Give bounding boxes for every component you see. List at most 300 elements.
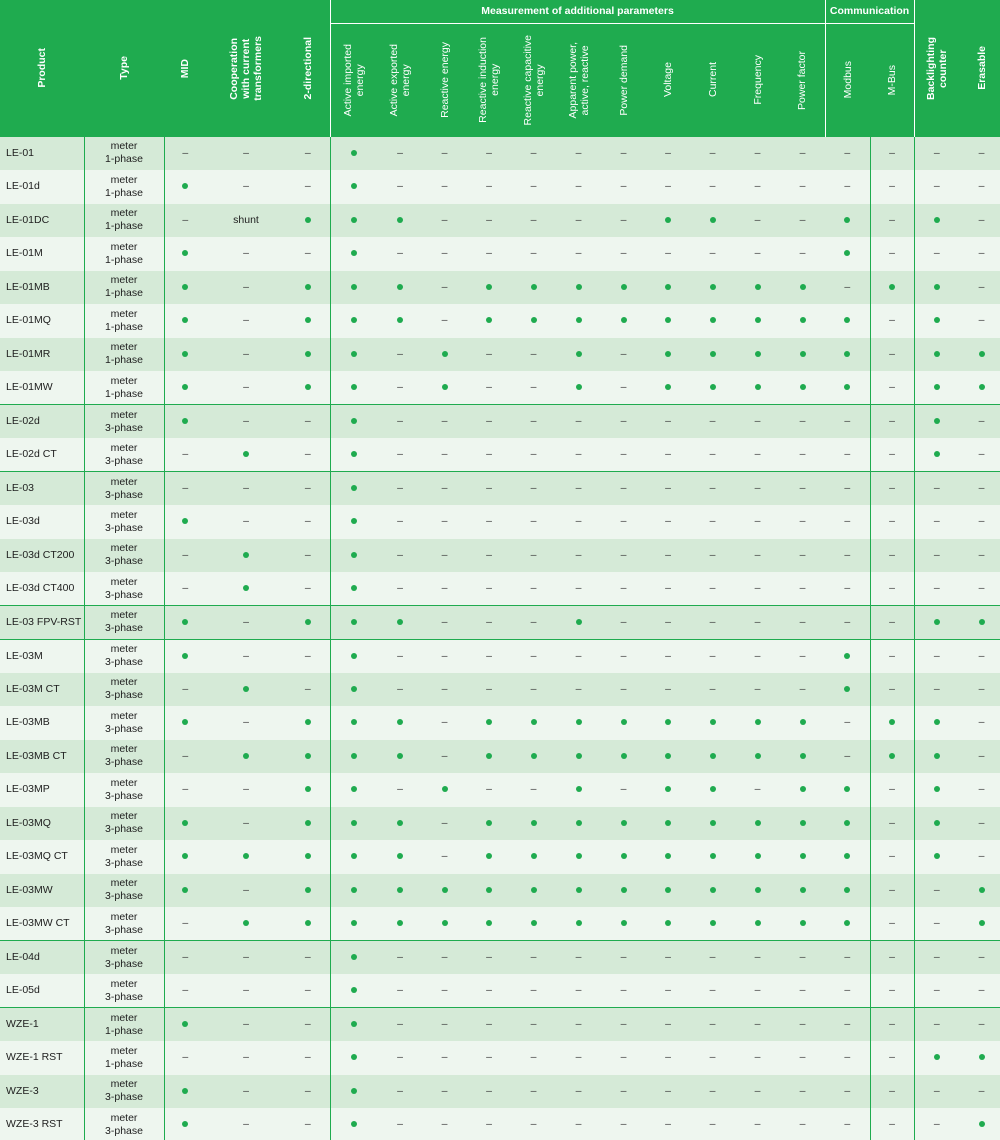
feature-no-cell <box>556 237 601 271</box>
feature-yes-cell <box>556 304 601 338</box>
feature-no-cell <box>511 539 556 573</box>
product-name: LE-01MR <box>0 338 84 372</box>
dash-icon: – <box>889 682 895 695</box>
feature-no-cell <box>206 170 286 204</box>
feature-no-cell <box>735 539 780 573</box>
feature-yes-cell <box>690 740 735 774</box>
feature-no-cell <box>870 572 914 606</box>
dash-icon: – <box>754 213 761 226</box>
feature-no-cell <box>690 1041 735 1075</box>
dash-icon: – <box>889 548 895 561</box>
dash-icon: – <box>889 448 895 460</box>
feature-yes-cell <box>959 1108 1000 1140</box>
table-row <box>0 1075 1000 1109</box>
feature-no-cell <box>286 472 330 506</box>
feature-no-cell <box>780 438 825 472</box>
feature-no-cell <box>467 371 511 405</box>
dash-icon: – <box>304 582 311 594</box>
bullet-icon <box>755 820 761 826</box>
feature-yes-cell <box>330 505 378 539</box>
dash-icon: – <box>243 482 249 494</box>
feature-no-cell <box>422 505 467 539</box>
bullet-icon <box>351 753 357 759</box>
feature-no-cell <box>735 505 780 539</box>
bullet-icon <box>442 384 448 390</box>
feature-no-cell <box>206 1041 286 1075</box>
dash-icon: – <box>575 482 582 494</box>
feature-no-cell <box>959 304 1000 338</box>
feature-no-cell <box>511 773 556 807</box>
dash-icon: – <box>397 482 403 494</box>
dash-icon: – <box>665 180 671 193</box>
feature-yes-cell <box>330 271 378 305</box>
feature-yes-cell <box>780 840 825 874</box>
feature-yes-cell <box>286 204 330 238</box>
feature-yes-cell <box>511 706 556 740</box>
feature-no-cell <box>646 539 690 573</box>
dash-icon: – <box>799 1051 806 1064</box>
feature-yes-cell <box>206 673 286 707</box>
feature-yes-cell <box>206 840 286 874</box>
feature-yes-cell <box>206 572 286 606</box>
feature-yes-cell <box>164 371 206 405</box>
bullet-icon <box>800 820 806 826</box>
dash-icon: – <box>799 213 806 226</box>
dash-icon: – <box>397 515 403 528</box>
feature-yes-cell <box>164 304 206 338</box>
dash-icon: – <box>397 984 403 996</box>
feature-no-cell <box>556 1008 601 1042</box>
dash-icon: – <box>486 213 492 226</box>
feature-no-cell <box>825 1041 870 1075</box>
product-name: LE-03MB <box>0 706 84 740</box>
dash-icon: – <box>182 682 189 695</box>
dash-icon: – <box>486 984 492 996</box>
bullet-icon <box>934 1054 940 1060</box>
bullet-icon <box>665 786 671 792</box>
bullet-icon <box>844 686 850 692</box>
feature-no-cell <box>690 572 735 606</box>
feature-no-cell <box>511 237 556 271</box>
bullet-icon <box>351 853 357 859</box>
bullet-icon <box>844 920 850 926</box>
dash-icon: – <box>799 615 806 628</box>
table-header <box>0 0 1000 137</box>
feature-no-cell <box>646 1108 690 1140</box>
feature-no-cell <box>556 505 601 539</box>
feature-no-cell <box>780 673 825 707</box>
dash-icon: – <box>978 180 985 193</box>
bullet-icon <box>576 719 582 725</box>
bullet-icon <box>934 853 940 859</box>
product-type: meter 3-phase <box>84 706 164 740</box>
feature-no-cell <box>556 941 601 975</box>
feature-yes-cell <box>378 204 422 238</box>
bullet-icon <box>665 384 671 390</box>
product-type: meter 3-phase <box>84 773 164 807</box>
dash-icon: – <box>978 280 985 293</box>
dash-icon: – <box>844 951 851 963</box>
bullet-icon <box>844 887 850 893</box>
bullet-icon <box>934 351 940 357</box>
dash-icon: – <box>441 515 448 528</box>
feature-no-cell <box>378 1075 422 1109</box>
feature-no-cell <box>825 1108 870 1140</box>
feature-yes-cell <box>467 740 511 774</box>
table-row <box>0 773 1000 807</box>
dash-icon: – <box>978 649 985 662</box>
bullet-icon <box>243 920 249 926</box>
feature-no-cell <box>164 1041 206 1075</box>
feature-no-cell <box>601 539 646 573</box>
dash-icon: – <box>844 716 851 729</box>
feature-yes-cell <box>330 572 378 606</box>
bullet-icon <box>486 820 492 826</box>
bullet-icon <box>351 552 357 558</box>
dash-icon: – <box>665 548 671 561</box>
feature-no-cell <box>206 1075 286 1109</box>
feature-no-cell <box>959 1008 1000 1042</box>
dash-icon: – <box>933 582 940 594</box>
bullet-icon <box>351 451 357 457</box>
feature-no-cell <box>780 170 825 204</box>
feature-yes-cell <box>556 907 601 941</box>
dash-icon: – <box>889 515 895 528</box>
feature-no-cell <box>780 941 825 975</box>
feature-yes-cell <box>601 706 646 740</box>
dash-icon: – <box>665 649 671 662</box>
feature-yes-cell <box>780 773 825 807</box>
dash-icon: – <box>889 415 895 427</box>
feature-no-cell <box>601 773 646 807</box>
feature-yes-cell <box>206 539 286 573</box>
dash-icon: – <box>530 951 537 963</box>
table-row <box>0 706 1000 740</box>
dash-icon: – <box>620 1018 627 1030</box>
bullet-icon <box>934 317 940 323</box>
dash-icon: – <box>709 448 716 460</box>
dash-icon: – <box>709 615 716 628</box>
feature-yes-cell <box>780 338 825 372</box>
bullet-icon <box>305 384 311 390</box>
feature-no-cell <box>959 1075 1000 1109</box>
dash-icon: – <box>889 314 895 327</box>
col-erasable: Erasable <box>959 0 1000 137</box>
dash-icon: – <box>575 146 582 159</box>
product-type: meter 3-phase <box>84 1075 164 1109</box>
feature-no-cell <box>556 137 601 171</box>
feature-yes-cell <box>825 907 870 941</box>
feature-no-cell <box>914 1075 959 1109</box>
product-type: meter 1-phase <box>84 271 164 305</box>
feature-no-cell <box>378 1041 422 1075</box>
feature-no-cell <box>164 204 206 238</box>
feature-yes-cell <box>690 338 735 372</box>
dash-icon: – <box>243 247 249 260</box>
bullet-icon <box>979 887 985 893</box>
bullet-icon <box>486 317 492 323</box>
product-type: meter 1-phase <box>84 371 164 405</box>
dash-icon: – <box>182 146 189 159</box>
feature-no-cell <box>690 1075 735 1109</box>
feature-yes-cell <box>330 706 378 740</box>
dash-icon: – <box>754 1084 761 1097</box>
product-name: WZE-3 <box>0 1075 84 1109</box>
bullet-icon <box>351 1021 357 1027</box>
table-row <box>0 807 1000 841</box>
bullet-icon <box>710 887 716 893</box>
feature-no-cell <box>646 170 690 204</box>
dash-icon: – <box>620 415 627 427</box>
feature-yes-cell <box>780 874 825 908</box>
feature-no-cell <box>511 170 556 204</box>
dash-icon: – <box>889 883 895 896</box>
feature-no-cell <box>959 472 1000 506</box>
dash-icon: – <box>978 1018 985 1030</box>
feature-no-cell <box>422 271 467 305</box>
feature-no-cell <box>914 1008 959 1042</box>
feature-yes-cell <box>330 338 378 372</box>
dash-icon: – <box>933 548 940 561</box>
feature-yes-cell <box>556 338 601 372</box>
product-type: meter 1-phase <box>84 237 164 271</box>
dash-icon: – <box>889 247 895 260</box>
feature-no-cell <box>825 170 870 204</box>
bullet-icon <box>305 217 311 223</box>
dash-icon: – <box>397 548 403 561</box>
dash-icon: – <box>243 347 249 360</box>
feature-no-cell <box>914 572 959 606</box>
bullet-icon <box>305 284 311 290</box>
feature-no-cell <box>959 204 1000 238</box>
feature-no-cell <box>690 639 735 673</box>
feature-no-cell <box>286 673 330 707</box>
feature-no-cell <box>206 137 286 171</box>
dash-icon: – <box>889 816 895 829</box>
feature-no-cell <box>164 472 206 506</box>
dash-icon: – <box>304 247 311 260</box>
feature-no-cell <box>646 673 690 707</box>
feature-no-cell <box>286 405 330 439</box>
dash-icon: – <box>486 1051 492 1064</box>
feature-yes-cell <box>286 807 330 841</box>
dash-icon: – <box>889 146 895 159</box>
feature-no-cell <box>422 405 467 439</box>
feature-no-cell <box>825 539 870 573</box>
table-row <box>0 371 1000 405</box>
feature-yes-cell <box>825 874 870 908</box>
bullet-icon <box>182 853 188 859</box>
col-power-factor: Power factor <box>780 23 825 137</box>
feature-no-cell <box>511 606 556 640</box>
dash-icon: – <box>709 984 716 996</box>
feature-yes-cell <box>330 673 378 707</box>
dash-icon: – <box>933 1118 940 1131</box>
feature-yes-cell <box>735 371 780 405</box>
dash-icon: – <box>243 649 249 662</box>
bullet-icon <box>351 1121 357 1127</box>
feature-no-cell <box>690 606 735 640</box>
feature-no-cell <box>601 137 646 171</box>
feature-no-cell <box>467 941 511 975</box>
bullet-icon <box>979 351 985 357</box>
bullet-icon <box>621 820 627 826</box>
feature-no-cell <box>286 572 330 606</box>
dash-icon: – <box>709 1084 716 1097</box>
dash-icon: – <box>182 783 189 796</box>
dash-icon: – <box>397 1118 403 1131</box>
dash-icon: – <box>486 1084 492 1097</box>
feature-yes-cell <box>467 271 511 305</box>
dash-icon: – <box>530 448 537 460</box>
bullet-icon <box>710 317 716 323</box>
feature-no-cell <box>646 606 690 640</box>
dash-icon: – <box>441 213 448 226</box>
dash-icon: – <box>243 984 249 996</box>
bullet-icon <box>576 317 582 323</box>
bullet-icon <box>351 284 357 290</box>
dash-icon: – <box>620 381 627 393</box>
feature-no-cell <box>467 1008 511 1042</box>
dash-icon: – <box>486 582 492 594</box>
bullet-icon <box>934 418 940 424</box>
feature-no-cell <box>378 673 422 707</box>
dash-icon: – <box>620 180 627 193</box>
table-row <box>0 639 1000 673</box>
feature-no-cell <box>780 1041 825 1075</box>
feature-text-cell: shunt <box>206 204 286 238</box>
feature-yes-cell <box>467 874 511 908</box>
product-name: LE-03 FPV-RST <box>0 606 84 640</box>
bullet-icon <box>243 585 249 591</box>
feature-no-cell <box>422 974 467 1008</box>
feature-no-cell <box>959 137 1000 171</box>
dash-icon: – <box>620 951 627 963</box>
feature-no-cell <box>467 237 511 271</box>
bullet-icon <box>800 351 806 357</box>
dash-icon: – <box>978 548 985 561</box>
dash-icon: – <box>754 247 761 260</box>
feature-yes-cell <box>422 874 467 908</box>
feature-yes-cell <box>735 706 780 740</box>
dash-icon: – <box>182 548 189 561</box>
feature-no-cell <box>422 807 467 841</box>
bullet-icon <box>755 753 761 759</box>
dash-icon: – <box>933 951 940 963</box>
dash-icon: – <box>530 247 537 260</box>
col-current: Current <box>690 23 735 137</box>
dash-icon: – <box>243 146 249 159</box>
dash-icon: – <box>754 1051 761 1064</box>
bullet-icon <box>889 284 895 290</box>
feature-no-cell <box>164 740 206 774</box>
feature-no-cell <box>959 639 1000 673</box>
bullet-icon <box>576 887 582 893</box>
bullet-icon <box>182 1088 188 1094</box>
bullet-icon <box>182 250 188 256</box>
feature-yes-cell <box>914 304 959 338</box>
feature-yes-cell <box>164 237 206 271</box>
feature-yes-cell <box>914 405 959 439</box>
feature-yes-cell <box>286 874 330 908</box>
feature-no-cell <box>735 606 780 640</box>
table-body <box>0 137 1000 1140</box>
product-name: LE-03d CT400 <box>0 572 84 606</box>
feature-no-cell <box>735 405 780 439</box>
feature-no-cell <box>735 1108 780 1140</box>
feature-no-cell <box>511 405 556 439</box>
bullet-icon <box>351 920 357 926</box>
feature-no-cell <box>870 472 914 506</box>
bullet-icon <box>665 284 671 290</box>
dash-icon: – <box>486 482 492 494</box>
feature-no-cell <box>646 1075 690 1109</box>
feature-yes-cell <box>164 874 206 908</box>
feature-no-cell <box>735 137 780 171</box>
dash-icon: – <box>530 649 537 662</box>
bullet-icon <box>755 853 761 859</box>
feature-no-cell <box>206 371 286 405</box>
feature-yes-cell <box>870 740 914 774</box>
bullet-icon <box>844 653 850 659</box>
bullet-icon <box>397 284 403 290</box>
dash-icon: – <box>754 951 761 963</box>
dash-icon: – <box>441 749 448 762</box>
table-row <box>0 505 1000 539</box>
feature-no-cell <box>164 137 206 171</box>
feature-no-cell <box>601 472 646 506</box>
dash-icon: – <box>243 1018 249 1030</box>
feature-yes-cell <box>959 606 1000 640</box>
bullet-icon <box>182 518 188 524</box>
feature-no-cell <box>378 773 422 807</box>
feature-no-cell <box>870 1075 914 1109</box>
dash-icon: – <box>441 247 448 260</box>
feature-yes-cell <box>646 204 690 238</box>
table-row <box>0 874 1000 908</box>
feature-yes-cell <box>646 271 690 305</box>
feature-no-cell <box>206 639 286 673</box>
bullet-icon <box>755 384 761 390</box>
col-current-transformers: Cooperation with current transformers <box>206 0 286 137</box>
bullet-icon <box>182 820 188 826</box>
bullet-icon <box>576 284 582 290</box>
dash-icon: – <box>530 213 537 226</box>
dash-icon: – <box>304 482 311 494</box>
dash-icon: – <box>397 415 403 427</box>
feature-yes-cell <box>422 907 467 941</box>
feature-yes-cell <box>601 907 646 941</box>
dash-icon: – <box>182 917 189 929</box>
product-type: meter 1-phase <box>84 170 164 204</box>
dash-icon: – <box>397 682 403 695</box>
feature-no-cell <box>556 1041 601 1075</box>
dash-icon: – <box>889 615 895 628</box>
product-type: meter 3-phase <box>84 974 164 1008</box>
dash-icon: – <box>709 582 716 594</box>
dash-icon: – <box>709 415 716 427</box>
dash-icon: – <box>530 1118 537 1131</box>
dash-icon: – <box>243 615 249 628</box>
dash-icon: – <box>620 482 627 494</box>
bullet-icon <box>576 786 582 792</box>
feature-yes-cell <box>330 1041 378 1075</box>
dash-icon: – <box>889 783 895 796</box>
feature-no-cell <box>286 137 330 171</box>
dash-icon: – <box>182 984 189 996</box>
feature-no-cell <box>735 438 780 472</box>
feature-yes-cell <box>690 271 735 305</box>
